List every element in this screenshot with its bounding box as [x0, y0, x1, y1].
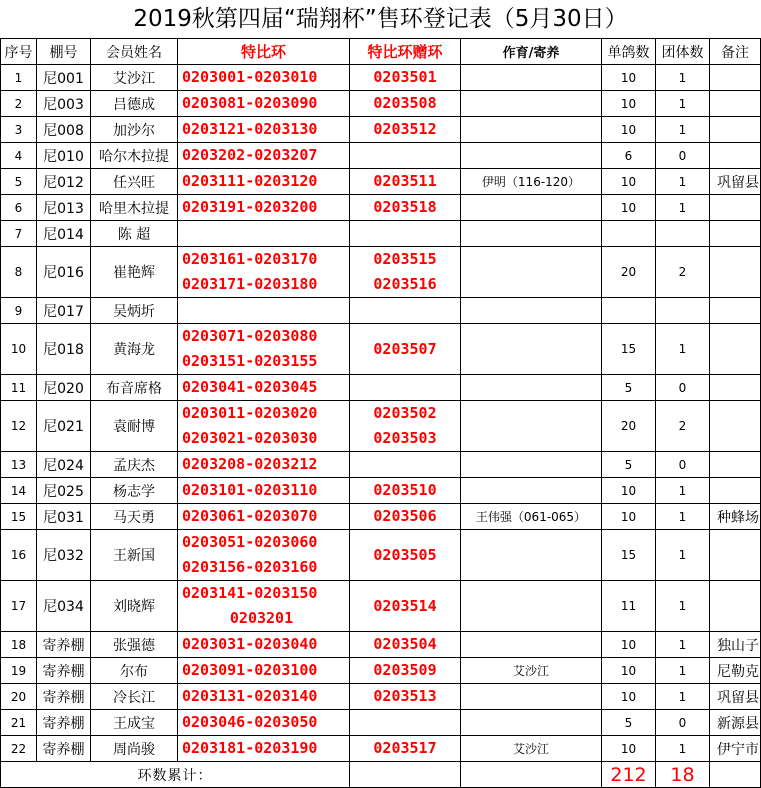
gift-ring: 0203518 [373, 198, 437, 216]
ring-range: 0203121-0203130 [182, 120, 318, 138]
cell-shed: 尼003 [37, 91, 91, 117]
cell-rings [178, 632, 350, 658]
table-row [1, 195, 761, 221]
cell-member: 张强德 [91, 632, 178, 658]
cell-shed: 尼010 [37, 143, 91, 169]
cell-rings [178, 247, 350, 298]
cell-seq: 15 [1, 504, 37, 530]
cell-seq: 14 [1, 478, 37, 504]
cell-single: 10 [602, 169, 656, 195]
cell-raise [461, 65, 602, 91]
cell-member: 吴炳圻 [91, 298, 178, 324]
cell-gift [350, 91, 461, 117]
table-row [1, 710, 761, 736]
gift-ring: 0203511 [373, 172, 437, 190]
cell-single: 10 [602, 632, 656, 658]
cell-gift [350, 195, 461, 221]
ring-range: 0203201 [229, 609, 294, 627]
cell-gift [350, 298, 461, 324]
cell-seq: 1 [1, 65, 37, 91]
cell-member: 哈里木拉提 [91, 195, 178, 221]
cell-raise [461, 298, 602, 324]
cell-single: 10 [602, 504, 656, 530]
cell-notes [710, 401, 761, 452]
ring-range: 0203101-0203110 [182, 481, 318, 499]
cell-shed: 尼008 [37, 117, 91, 143]
cell-gift [350, 504, 461, 530]
cell-notes [710, 530, 761, 581]
cell-single [602, 298, 656, 324]
cell-gift [350, 169, 461, 195]
ring-range: 0203131-0203140 [182, 687, 318, 705]
cell-gift [350, 65, 461, 91]
cell-member: 任兴旺 [91, 169, 178, 195]
gift-ring: 0203502 [373, 404, 437, 422]
cell-raise: 艾沙江 [461, 658, 602, 684]
table-row [1, 504, 761, 530]
cell-raise [461, 221, 602, 247]
table-row [1, 581, 761, 632]
ring-range: 0203091-0203100 [182, 661, 318, 679]
ring-range: 0203171-0203180 [182, 275, 318, 293]
cell-member: 冷长江 [91, 684, 178, 710]
cell-raise [461, 375, 602, 401]
cell-gift [350, 221, 461, 247]
cell-gift [350, 117, 461, 143]
cell-single: 10 [602, 65, 656, 91]
cell-team: 2 [656, 401, 710, 452]
sheet-title: 2019秋第四届“瑞翔杯”售环登记表（5月30日） [133, 6, 628, 32]
cell-notes: 尼勒克 [710, 658, 761, 684]
cell-shed: 寄养棚 [37, 632, 91, 658]
cell-rings [178, 65, 350, 91]
cell-single: 20 [602, 247, 656, 298]
cell-raise [461, 478, 602, 504]
table-row [1, 375, 761, 401]
table-row [1, 247, 761, 298]
cell-notes [710, 247, 761, 298]
ring-range: 0203111-0203120 [182, 172, 318, 190]
cell-single: 6 [602, 143, 656, 169]
ring-range: 0203208-0203212 [182, 455, 318, 473]
cell-notes: 巩留县 [710, 684, 761, 710]
cell-rings [178, 530, 350, 581]
table-row [1, 452, 761, 478]
cell-team: 1 [656, 65, 710, 91]
cell-rings [178, 195, 350, 221]
cell-raise [461, 530, 602, 581]
cell-team: 1 [656, 632, 710, 658]
cell-raise [461, 632, 602, 658]
cell-shed: 尼024 [37, 452, 91, 478]
gift-ring: 0203508 [373, 94, 437, 112]
cell-single: 15 [602, 530, 656, 581]
cell-team: 1 [656, 736, 710, 762]
cell-shed: 尼017 [37, 298, 91, 324]
table-row [1, 221, 761, 247]
cell-seq: 6 [1, 195, 37, 221]
cell-member: 加沙尔 [91, 117, 178, 143]
cell-single: 5 [602, 452, 656, 478]
table-row [1, 736, 761, 762]
cell-notes [710, 221, 761, 247]
cell-gift [350, 452, 461, 478]
cell-raise [461, 117, 602, 143]
total-label: 环数累计： [1, 762, 350, 788]
ring-range: 0203156-0203160 [182, 558, 318, 576]
table-row [1, 530, 761, 581]
cell-single: 11 [602, 581, 656, 632]
cell-seq: 10 [1, 324, 37, 375]
cell-rings [178, 684, 350, 710]
cell-gift [350, 375, 461, 401]
cell-rings [178, 452, 350, 478]
header-notes: 备注 [710, 39, 761, 65]
cell-shed: 寄养棚 [37, 684, 91, 710]
header-single: 单鸽数 [602, 39, 656, 65]
cell-single: 10 [602, 117, 656, 143]
cell-seq: 5 [1, 169, 37, 195]
cell-member: 黄海龙 [91, 324, 178, 375]
cell-seq: 8 [1, 247, 37, 298]
cell-single: 10 [602, 478, 656, 504]
total-single: 212 [602, 762, 656, 788]
ring-range: 0203151-0203155 [182, 352, 318, 370]
cell-single: 5 [602, 710, 656, 736]
ring-range: 0203161-0203170 [182, 250, 318, 268]
cell-gift [350, 632, 461, 658]
gift-ring: 0203507 [373, 339, 437, 358]
cell-team [656, 221, 710, 247]
table-row [1, 298, 761, 324]
gift-ring: 0203516 [373, 275, 437, 293]
cell-team: 0 [656, 452, 710, 478]
cell-member: 陈 超 [91, 221, 178, 247]
cell-seq: 18 [1, 632, 37, 658]
table-row [1, 143, 761, 169]
ring-range: 0203031-0203040 [182, 635, 318, 653]
cell-member: 杨志学 [91, 478, 178, 504]
cell-team: 1 [656, 117, 710, 143]
cell-seq: 22 [1, 736, 37, 762]
cell-team: 1 [656, 504, 710, 530]
cell-shed: 尼025 [37, 478, 91, 504]
cell-notes [710, 91, 761, 117]
cell-seq: 12 [1, 401, 37, 452]
cell-team: 0 [656, 143, 710, 169]
cell-notes [710, 65, 761, 91]
ring-range: 0203191-0203200 [182, 198, 318, 216]
header-rings: 特比环 [178, 39, 350, 65]
cell-member: 布音席格 [91, 375, 178, 401]
cell-team: 1 [656, 91, 710, 117]
cell-single: 10 [602, 684, 656, 710]
total-spacer [461, 762, 602, 788]
cell-rings [178, 169, 350, 195]
table-row [1, 658, 761, 684]
cell-notes: 伊宁市 [710, 736, 761, 762]
cell-seq: 17 [1, 581, 37, 632]
gift-ring: 0203506 [373, 507, 437, 525]
cell-gift [350, 736, 461, 762]
cell-shed: 尼020 [37, 375, 91, 401]
header-raise: 作育/寄养 [461, 39, 602, 65]
cell-seq: 9 [1, 298, 37, 324]
cell-member: 吕德成 [91, 91, 178, 117]
cell-shed: 尼034 [37, 581, 91, 632]
cell-rings [178, 221, 350, 247]
table-row [1, 91, 761, 117]
cell-rings [178, 324, 350, 375]
cell-seq: 11 [1, 375, 37, 401]
cell-rings [178, 581, 350, 632]
cell-member: 王新国 [91, 530, 178, 581]
cell-seq: 16 [1, 530, 37, 581]
cell-gift [350, 684, 461, 710]
cell-single: 10 [602, 195, 656, 221]
cell-single: 5 [602, 375, 656, 401]
cell-rings [178, 375, 350, 401]
cell-team: 1 [656, 195, 710, 221]
cell-team: 0 [656, 710, 710, 736]
cell-team: 1 [656, 324, 710, 375]
ring-range: 0203081-0203090 [182, 94, 318, 112]
cell-shed: 寄养棚 [37, 658, 91, 684]
ring-range: 0203141-0203150 [182, 584, 318, 602]
header-shed: 棚号 [37, 39, 91, 65]
cell-rings [178, 504, 350, 530]
table-row [1, 117, 761, 143]
cell-seq: 13 [1, 452, 37, 478]
cell-shed: 尼012 [37, 169, 91, 195]
cell-team: 1 [656, 530, 710, 581]
cell-notes [710, 298, 761, 324]
gift-ring: 0203514 [373, 596, 437, 615]
cell-raise [461, 247, 602, 298]
ring-range: 0203061-0203070 [182, 507, 318, 525]
cell-rings [178, 401, 350, 452]
header-team: 团体数 [656, 39, 710, 65]
cell-team [656, 298, 710, 324]
table-row [1, 478, 761, 504]
cell-shed: 尼014 [37, 221, 91, 247]
cell-member: 马天勇 [91, 504, 178, 530]
cell-raise [461, 710, 602, 736]
cell-member: 崔艳辉 [91, 247, 178, 298]
cell-shed: 尼032 [37, 530, 91, 581]
cell-rings [178, 658, 350, 684]
cell-raise [461, 143, 602, 169]
cell-seq: 21 [1, 710, 37, 736]
cell-notes: 巩留县 [710, 169, 761, 195]
table-row [1, 632, 761, 658]
cell-raise: 王伟强（061-065） [461, 504, 602, 530]
cell-gift [350, 658, 461, 684]
cell-raise: 艾沙江 [461, 736, 602, 762]
cell-member: 哈尔木拉提 [91, 143, 178, 169]
cell-notes: 新源县 [710, 710, 761, 736]
cell-notes: 种蜂场 [710, 504, 761, 530]
cell-rings [178, 143, 350, 169]
cell-team: 1 [656, 169, 710, 195]
cell-raise [461, 452, 602, 478]
header-member: 会员姓名 [91, 39, 178, 65]
ring-range: 0203046-0203050 [182, 713, 318, 731]
cell-notes: 独山子 [710, 632, 761, 658]
ring-range: 0203051-0203060 [182, 533, 318, 551]
ring-range: 0203202-0203207 [182, 146, 318, 164]
gift-ring: 0203513 [373, 687, 437, 705]
cell-raise [461, 401, 602, 452]
cell-gift [350, 143, 461, 169]
cell-rings [178, 710, 350, 736]
cell-raise: 伊明（116-120） [461, 169, 602, 195]
cell-single: 10 [602, 658, 656, 684]
cell-single: 10 [602, 91, 656, 117]
gift-ring: 0203505 [373, 545, 437, 564]
cell-member: 艾沙江 [91, 65, 178, 91]
cell-shed: 尼031 [37, 504, 91, 530]
ring-registration-table [0, 38, 761, 788]
cell-team: 2 [656, 247, 710, 298]
table-body [1, 65, 761, 762]
cell-team: 1 [656, 658, 710, 684]
cell-notes [710, 452, 761, 478]
cell-shed: 尼013 [37, 195, 91, 221]
cell-seq: 2 [1, 91, 37, 117]
cell-team: 0 [656, 375, 710, 401]
cell-member: 孟庆杰 [91, 452, 178, 478]
gift-ring: 0203512 [373, 120, 437, 138]
cell-member: 周尚骏 [91, 736, 178, 762]
cell-team: 1 [656, 581, 710, 632]
cell-member: 尔布 [91, 658, 178, 684]
cell-raise [461, 91, 602, 117]
total-team: 18 [656, 762, 710, 788]
gift-ring: 0203517 [373, 739, 437, 757]
cell-raise [461, 581, 602, 632]
ring-range: 0203041-0203045 [182, 378, 318, 396]
table-row [1, 324, 761, 375]
cell-notes [710, 581, 761, 632]
cell-rings [178, 478, 350, 504]
cell-notes [710, 195, 761, 221]
cell-gift [350, 401, 461, 452]
cell-gift [350, 581, 461, 632]
cell-seq: 4 [1, 143, 37, 169]
cell-team: 1 [656, 684, 710, 710]
cell-rings [178, 91, 350, 117]
ring-range: 0203021-0203030 [182, 429, 318, 447]
header-row [1, 39, 761, 65]
cell-member: 刘晓辉 [91, 581, 178, 632]
total-spacer [710, 762, 761, 788]
cell-single [602, 221, 656, 247]
cell-raise [461, 684, 602, 710]
cell-notes [710, 117, 761, 143]
cell-gift [350, 324, 461, 375]
ring-range: 0203011-0203020 [182, 404, 318, 422]
cell-rings [178, 736, 350, 762]
cell-gift [350, 710, 461, 736]
cell-shed: 尼018 [37, 324, 91, 375]
total-spacer [350, 762, 461, 788]
table-row [1, 65, 761, 91]
gift-ring: 0203509 [373, 661, 437, 679]
cell-notes [710, 324, 761, 375]
cell-raise [461, 324, 602, 375]
gift-ring: 0203510 [373, 481, 437, 499]
table-row [1, 169, 761, 195]
ring-range: 0203181-0203190 [182, 739, 318, 757]
cell-gift [350, 478, 461, 504]
cell-shed: 寄养棚 [37, 736, 91, 762]
cell-shed: 尼001 [37, 65, 91, 91]
cell-seq: 19 [1, 658, 37, 684]
cell-shed: 尼016 [37, 247, 91, 298]
cell-shed: 寄养棚 [37, 710, 91, 736]
cell-rings [178, 298, 350, 324]
cell-shed: 尼021 [37, 401, 91, 452]
table-row [1, 684, 761, 710]
gift-ring: 0203503 [373, 429, 437, 447]
header-seq: 序号 [1, 39, 37, 65]
cell-gift [350, 530, 461, 581]
cell-single: 15 [602, 324, 656, 375]
gift-ring: 0203504 [373, 635, 437, 653]
cell-member: 王成宝 [91, 710, 178, 736]
header-gift: 特比环赠环 [350, 39, 461, 65]
cell-seq: 3 [1, 117, 37, 143]
cell-single: 10 [602, 736, 656, 762]
gift-ring: 0203515 [373, 250, 437, 268]
cell-rings [178, 117, 350, 143]
cell-notes [710, 375, 761, 401]
ring-range: 0203001-0203010 [182, 68, 318, 86]
cell-gift [350, 247, 461, 298]
cell-seq: 7 [1, 221, 37, 247]
cell-member: 袁耐博 [91, 401, 178, 452]
table-row [1, 401, 761, 452]
total-row [1, 762, 761, 788]
cell-notes [710, 143, 761, 169]
cell-raise [461, 195, 602, 221]
cell-team: 1 [656, 478, 710, 504]
cell-seq: 20 [1, 684, 37, 710]
ring-range: 0203071-0203080 [182, 327, 318, 345]
gift-ring: 0203501 [373, 68, 437, 86]
cell-notes [710, 478, 761, 504]
cell-single: 20 [602, 401, 656, 452]
